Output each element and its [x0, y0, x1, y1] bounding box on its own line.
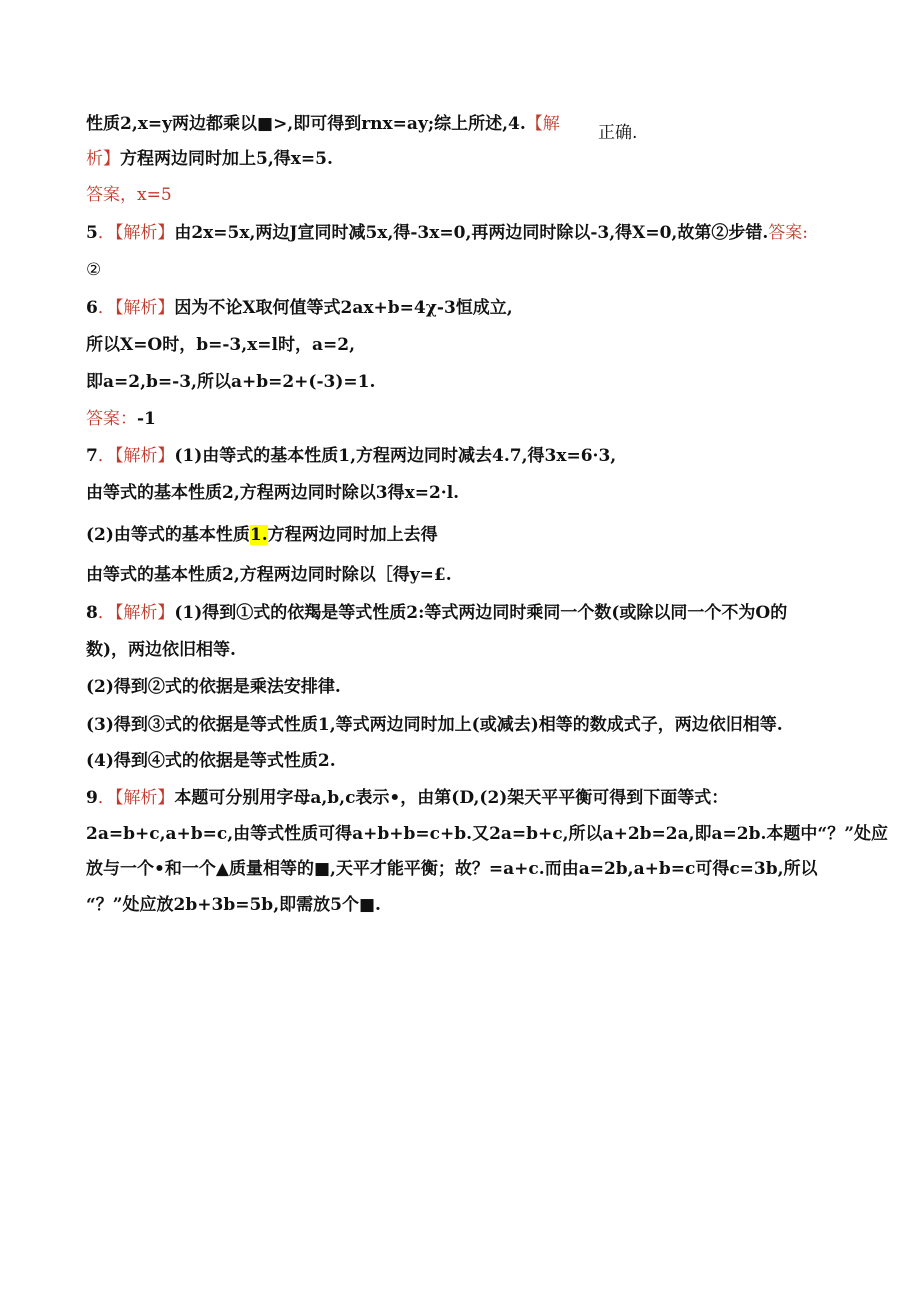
answer-label: 答案：	[86, 409, 137, 429]
text-line	[86, 184, 172, 206]
text-line	[86, 602, 787, 624]
text: (1)得到①式的依羯是等式性质2:等式两边同时乘同一个数(或除以同一个不为O的	[174, 603, 788, 623]
text: (2)由等式的基本性质	[86, 525, 250, 545]
text-line	[86, 676, 341, 698]
text-line	[86, 408, 156, 430]
question-number: 6	[86, 298, 98, 318]
text: ②	[86, 260, 102, 280]
text-line	[86, 564, 452, 586]
text-line	[86, 148, 333, 170]
answer-label: 答案，x=5	[86, 185, 172, 205]
text-line	[86, 524, 438, 546]
text: (4)得到④式的依据是等式性质2.	[86, 751, 336, 771]
label-analysis: 析】	[86, 149, 120, 169]
text: 因为不论X取何值等式2ax+b=4χ-3恒成立,	[174, 298, 513, 318]
label-analysis: ．【解析】	[97, 788, 175, 808]
text: (2)得到②式的依据是乘法安排律.	[86, 677, 341, 697]
label-analysis: ．【解析】	[97, 446, 175, 466]
highlighted-text: 1.	[249, 525, 268, 545]
text: 本题可分别用字母a,b,c表示•，由第(D,(2)架天平平衡可得到下面等式：	[174, 788, 729, 808]
text-line	[86, 894, 381, 916]
label-analysis: ．【解析】	[97, 223, 175, 243]
text-line	[86, 297, 513, 319]
text-line	[86, 113, 560, 135]
question-number: 9	[86, 788, 98, 808]
text-line	[86, 714, 783, 736]
text-line	[86, 787, 728, 809]
text-line	[86, 222, 808, 244]
text-line	[86, 371, 375, 393]
text: (3)得到③式的依据是等式性质1,等式两边同时加上(或减去)相等的数成式子，两边依旧相等.	[86, 715, 783, 735]
text: 方程两边同时加上去得	[267, 525, 438, 545]
text-line	[86, 334, 355, 356]
question-number: 5	[86, 223, 98, 243]
text: 即a=2,b=-3,所以a+b=2+(-3)=1.	[86, 372, 376, 392]
text: 由等式的基本性质2,方程两边同时除以3得x=2·l.	[86, 483, 460, 503]
text-line	[86, 639, 236, 661]
text: -1	[137, 409, 156, 429]
text: 所以X=O时，b=-3,x=l时，a=2,	[86, 335, 356, 355]
text-line	[86, 445, 616, 467]
text-line	[86, 750, 336, 772]
text-line	[86, 482, 459, 504]
label-analysis: 【解	[525, 114, 560, 134]
text: “？”处应放2b+3b=5b,即需放5个■.	[86, 895, 381, 915]
answer-label: 答案:	[768, 223, 809, 243]
text: 由2x=5x,两边J宣同时减5x,得-3x=0,再两边同时除以-3,得X=0,故第②步错.	[174, 223, 769, 243]
text: 数)，两边依旧相等.	[86, 640, 236, 660]
text: 方程两边同时加上5,得x=5.	[120, 149, 333, 169]
text: 2a=b+c,a+b=c,由等式性质可得a+b+b=c+b.又2a=b+c,所以a+2b=2a,即a=2b.本题中“？”处应	[86, 824, 888, 844]
label-analysis: ．【解析】	[97, 603, 175, 623]
question-number: 7	[86, 446, 98, 466]
text-line	[86, 858, 818, 880]
label-analysis: ．【解析】	[97, 298, 175, 318]
side-note: 正确.	[598, 123, 638, 143]
text-line	[86, 823, 888, 845]
question-number: 8	[86, 603, 98, 623]
text: 由等式的基本性质2,方程两边同时除以［得y=£.	[86, 565, 452, 585]
text: 性质2,x=y两边都乘以■>,即可得到rnx=ay;综上所述,4.	[86, 114, 526, 134]
text: 放与一个•和一个▲质量相等的■,天平才能平衡；故？=a+c.而由a=2b,a+b=c可得c=3b,所以	[86, 859, 818, 879]
text-line	[86, 259, 101, 281]
text: (1)由等式的基本性质1,方程两边同时减去4.7,得3x=6·3,	[174, 446, 617, 466]
